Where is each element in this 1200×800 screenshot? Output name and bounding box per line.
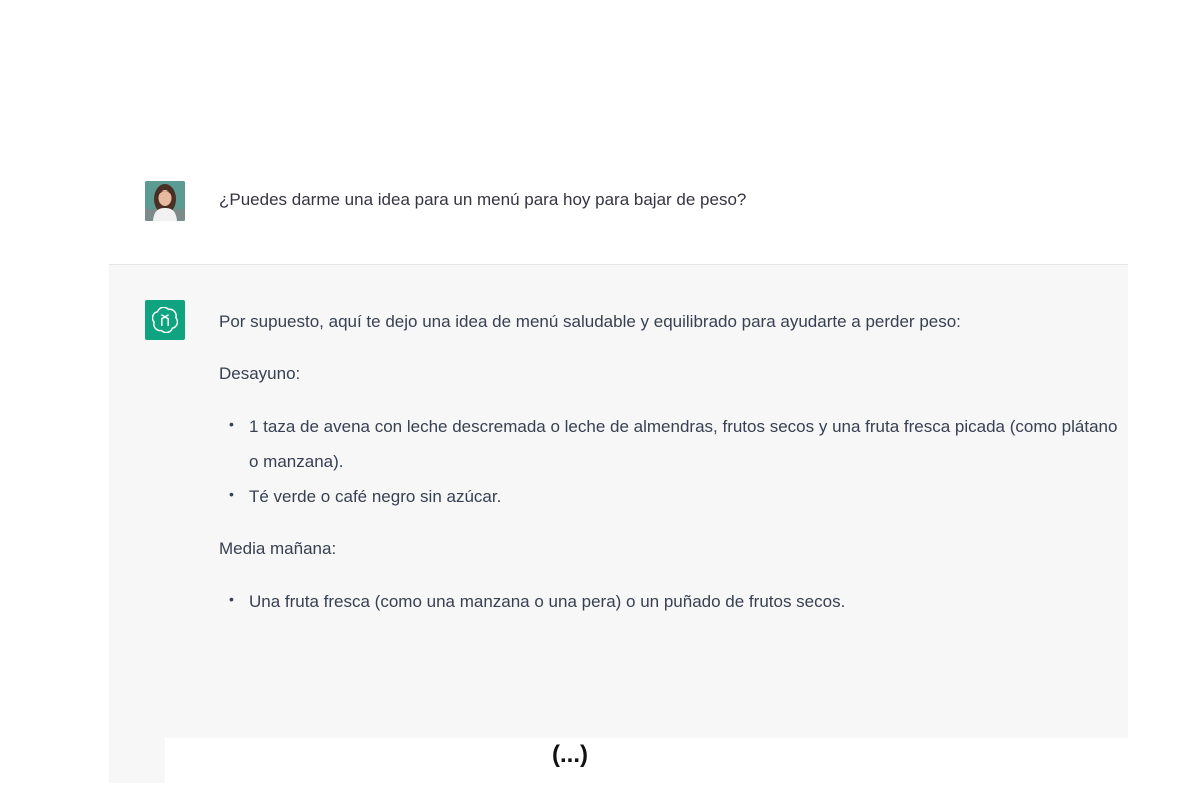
- user-message-text: ¿Puedes darme una idea para un menú para hoy para bajar de peso?: [219, 190, 747, 209]
- section-heading-desayuno: Desayuno:: [219, 364, 301, 383]
- assistant-message-text: [219, 305, 1119, 637]
- list-item: • Una fruta fresca (como una manzana o una pera) o un puñado de frutos secos.: [249, 584, 1119, 619]
- truncation-marker: (...): [552, 741, 588, 768]
- openai-knot-icon: [152, 307, 178, 333]
- list-item: • 1 taza de avena con leche descremada o leche de almendras, frutos secos y una fruta fresca picada (como plátano o manzana).: [249, 409, 1119, 479]
- section-list-desayuno: [219, 409, 1119, 514]
- section-heading-media-manana: Media mañana:: [219, 539, 337, 558]
- openai-logo-icon: [145, 300, 185, 340]
- user-message-row: [0, 160, 1200, 264]
- user-avatar: [145, 181, 185, 221]
- assistant-message-panel: [109, 264, 1128, 783]
- user-avatar-photo-icon: [145, 181, 185, 221]
- assistant-intro: Por supuesto, aquí te dejo una idea de menú saludable y equilibrado para ayudarte a perder peso:: [219, 312, 961, 331]
- list-item: • Té verde o café negro sin azúcar.: [249, 479, 1119, 514]
- section-list-media-manana: [219, 584, 1119, 619]
- truncation-box: [165, 738, 1128, 800]
